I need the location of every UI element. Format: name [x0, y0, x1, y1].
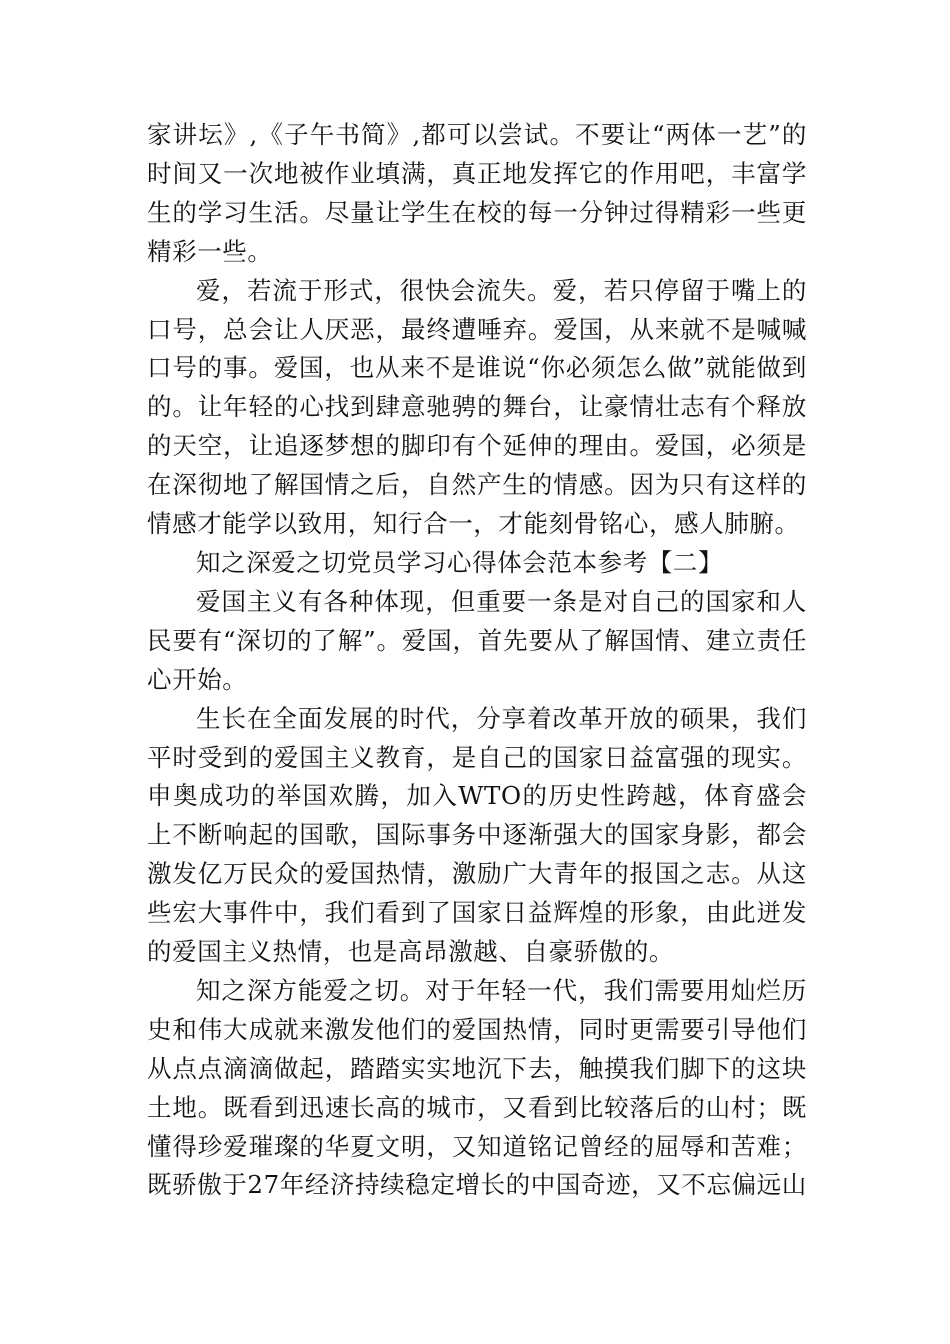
paragraph-era: 生长在全面发展的时代，分享着改革开放的硕果，我们平时受到的爱国主义教育，是自己的国家日益富强的现实。申奥成功的举国欢腾，加入WTO的历史性跨越，体育盛会上不断响起的国歌，国际事务中逐渐强大的国家身影，都会激发亿万民众的爱国热情，激励广大青年的报国之志。从这些宏大事件中，我们看到了国家日益辉煌的形象，由此迸发的爱国主义热情，也是高昂激越、自豪骄傲的。	[147, 703, 807, 967]
paragraph-love-form: 爱，若流于形式，很快会流失。爱，若只停留于嘴上的口号，总会让人厌恶，最终遭唾弃。爱国，从来就不是喊喊口号的事。爱国，也从来不是谁说“你必须怎么做”就能做到的。让年轻的心找到肆意驰骋的舞台，让豪情壮志有个释放的天空，让追逐梦想的脚印有个延伸的理由。爱国，必须是在深彻地了解国情之后，自然产生的情感。因为只有这样的情感才能学以致用，知行合一，才能刻骨铭心，感人肺腑。	[147, 275, 807, 539]
section-heading: 知之深爱之切党员学习心得体会范本参考【二】	[196, 547, 724, 577]
paragraph-patriotism: 爱国主义有各种体现，但重要一条是对自己的国家和人民要有“深切的了解”。爱国，首先要从了解国情、建立责任心开始。	[147, 586, 807, 694]
document-body	[147, 116, 807, 1205]
paragraph-know-deep: 知之深方能爱之切。对于年轻一代，我们需要用灿烂历史和伟大成就来激发他们的爱国热情，同时更需要引导他们从点点滴滴做起，踏踏实实地沉下去，触摸我们脚下的这块土地。既看到迅速长高的城市，又看到比较落后的山村；既懂得珍爱璀璨的华夏文明，又知道铭记曾经的屈辱和苦难；既骄傲于27年经济持续稳定增长的中国奇迹，又不忘偏远山	[147, 975, 807, 1200]
paragraph-continuation: 家讲坛》,《子午书简》,都可以尝试。不要让“两体一艺”的时间又一次地被作业填满，真正地发挥它的作用吧，丰富学生的学习生活。尽量让学生在校的每一分钟过得精彩一些更精彩一些。	[147, 120, 807, 266]
